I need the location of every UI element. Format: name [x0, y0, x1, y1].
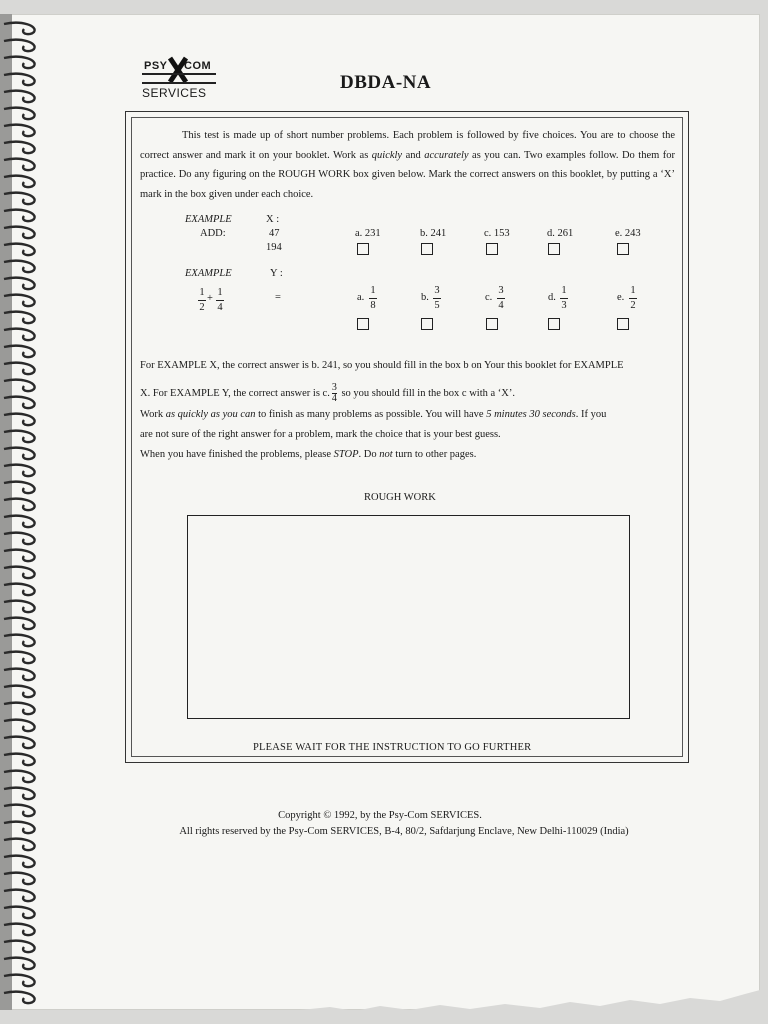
example-y-choice-c-fraction: 3 4	[498, 285, 504, 311]
example-x-choice-c: c. 153	[484, 228, 510, 239]
torn-page-edge	[300, 990, 760, 1014]
example-x-box-b[interactable]	[421, 243, 433, 255]
example-x-add-label: ADD:	[200, 228, 226, 239]
copyright-line-1: Copyright © 1992, by the Psy-Com SERVICES.	[278, 810, 482, 821]
example-y-box-d[interactable]	[548, 318, 560, 330]
example-x-box-d[interactable]	[548, 243, 560, 255]
example-y-choice-c-letter: c.	[485, 292, 493, 303]
logo-services-text: SERVICES	[142, 86, 207, 100]
example-y-fraction-2: 1 4	[217, 287, 223, 313]
example-y-letter: Y :	[270, 268, 283, 279]
example-y-box-c[interactable]	[486, 318, 498, 330]
example-y-choice-d-fraction: 1 3	[561, 285, 567, 311]
example-y-box-e[interactable]	[617, 318, 629, 330]
example-y-choice-d-letter: d.	[548, 292, 556, 303]
instruction-line-5: When you have finished the problems, please STOP. Do not turn to other pages.	[140, 449, 477, 460]
rough-work-label: ROUGH WORK	[364, 492, 436, 503]
instruction-line-3: Work as quickly as you can to finish as many problems as possible. You will have 5 minutes 30 seconds. If you	[140, 409, 607, 420]
instruction-line-2: X. For EXAMPLE Y, the correct answer is c. $\frac{3}{4}$ so you should fill in the box c with a ‘X’.	[140, 382, 515, 404]
example-y-fraction-1: 1 2	[199, 287, 205, 313]
rough-work-box[interactable]	[187, 515, 630, 719]
example-y-choice-e-letter: e.	[617, 292, 625, 303]
example-x-choice-d: d. 261	[547, 228, 574, 239]
example-x-choice-a: a. 231	[355, 228, 381, 239]
instruction-line-1: For EXAMPLE X, the correct answer is b. 241, so you should fill in the box b on Your this booklet for EXAMPLE	[140, 360, 624, 371]
intro-paragraph: This test is made up of short number problems. Each problem is followed by five choices. You are to choose the correct answer and mark it on your booklet. Work as quickly and accurately as you can. Two examples follow. Do them for practice. Do any figuring on the ROUGH WORK box given below. Mark the correct answers on this booklet, by putting a ‘X’ mark in the box given under each choice.	[140, 130, 676, 200]
example-y-label: EXAMPLE	[185, 268, 232, 279]
example-y-box-b[interactable]	[421, 318, 433, 330]
example-y-choice-a-letter: a.	[357, 292, 365, 303]
copyright-line-2: All rights reserved by the Psy-Com SERVICES, B-4, 80/2, Safdarjung Enclave, New Delhi-110029 (India)	[179, 826, 629, 837]
example-x-box-a[interactable]	[357, 243, 369, 255]
test-title: DBDA-NA	[340, 72, 432, 93]
example-x-number-2: 194	[266, 242, 282, 253]
example-y-box-a[interactable]	[357, 318, 369, 330]
example-y-equals: =	[275, 292, 281, 303]
example-x-number-1: 47	[269, 228, 280, 239]
example-y-choice-a-fraction: 1 8	[370, 285, 376, 311]
example-y-choice-e-fraction: 1 2	[630, 285, 636, 311]
example-x-box-e[interactable]	[617, 243, 629, 255]
psycom-logo	[140, 58, 220, 102]
example-y-choice-b-fraction: 3 5	[434, 285, 440, 311]
example-y-choice-b-letter: b.	[421, 292, 429, 303]
logo-psy-text: PSY	[144, 60, 168, 72]
example-x-choice-b: b. 241	[420, 228, 447, 239]
example-x-label: EXAMPLE	[185, 214, 232, 225]
spiral-binding	[0, 14, 48, 1010]
wait-instruction: PLEASE WAIT FOR THE INSTRUCTION TO GO FURTHER	[253, 742, 532, 753]
logo-rule-bottom	[142, 82, 216, 84]
example-x-choice-e: e. 243	[615, 228, 641, 239]
example-y-plus-sign: +	[207, 293, 213, 304]
logo-com-text: COM	[184, 60, 212, 72]
example-x-letter: X :	[266, 214, 280, 225]
logo-rule-top	[142, 73, 216, 75]
example-x-box-c[interactable]	[486, 243, 498, 255]
instruction-line-4: are not sure of the right answer for a problem, mark the choice that is your best guess.	[140, 429, 501, 440]
